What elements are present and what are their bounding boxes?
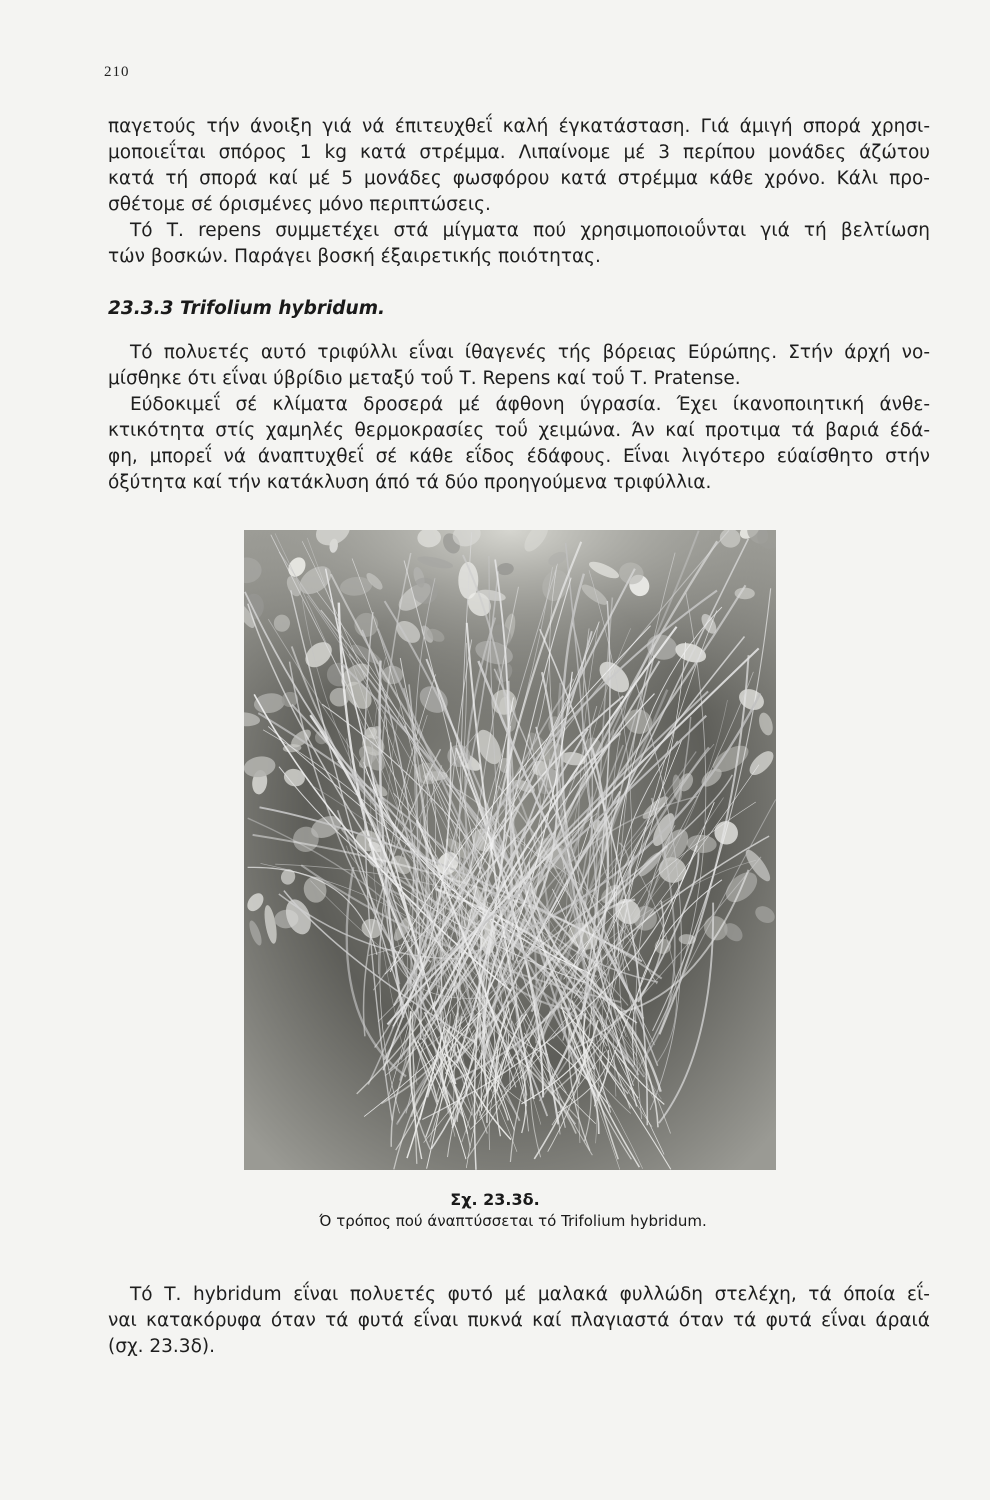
paragraph-line: τών βοσκών. Παράγει βοσκή έξαιρετικής ποιότητας. [108,246,601,267]
plant-illustration [244,530,776,1170]
page-number: 210 [104,64,130,80]
figure-caption: Ό τρόπος πού άναπτύσσεται τό Trifolium hybridum. [319,1212,707,1230]
paragraph-line: κτικότητα στίς χαμηλές θερμοκρασίες τοΰ χειμώνα. Άν καί προτιμα τά βαριά έδά- [108,420,930,441]
paragraph-line: κατά τή σπορά καί μέ 5 μονάδες φωσφόρου κατά στρέμμα κάθε χρόνο. Κάλι προ- [108,168,930,189]
paragraph-line: όξύτητα καί τήν κατάκλυση άπό τά δύο προηγούμενα τριφύλλια. [108,472,712,493]
section-heading: 23.3.3 Trifolium hybridum. [108,298,386,319]
figure-label: Σχ. 23.3δ. [450,1190,540,1209]
plant-photograph [244,530,776,1170]
paragraph-line: Τό Τ. repens συμμετέχει στά μίγματα πού χρησιμοποιοΰνται γιά τή βελτίωση [130,220,930,241]
paragraph-line: (σχ. 23.3δ). [108,1336,215,1357]
paragraph-line: μίσθηκε ότι εΐναι ύβρίδιο μεταξύ τοΰ Τ. Repens καί τοΰ Τ. Pratense. [108,368,741,389]
paragraph-line: παγετούς τήν άνοιξη γιά νά έπιτευχθεΐ καλή έγκατάσταση. Γιά άμιγή σπορά χρησι- [108,116,930,137]
paragraph-line: Εύδοκιμεΐ σέ κλίματα δροσερά μέ άφθονη ύγρασία. Έχει ίκανοποιητική άνθε- [130,394,930,415]
paragraph-line: Τό πολυετές αυτό τριφύλλι εΐναι ίθαγενές τής βόρειας Εύρώπης. Στήν άρχή νο- [130,342,930,363]
paragraph-line: Τό Τ. hybridum εΐναι πολυετές φυτό μέ μαλακά φυλλώδη στελέχη, τά όποία εΐ- [130,1284,930,1305]
paragraph-2 [108,340,930,496]
paragraph-line: ναι κατακόρυφα όταν τά φυτά εΐναι πυκνά καί πλαγιαστά όταν τά φυτά εΐναι άραιά [108,1310,930,1331]
paragraph-3 [108,1282,930,1360]
paragraph-line: μοποιεΐται σπόρος 1 kg κατά στρέμμα. Λιπαίνομε μέ 3 περίπου μονάδες άζώτου [108,142,930,163]
paragraph-1 [108,114,930,270]
paragraph-line: φη, μπορεΐ νά άναπτυχθεΐ σέ κάθε εΐδος έδάφους. Εΐναι λιγότερο εύαίσθητο στήν [108,446,930,467]
paragraph-line: σθέτομε σέ όρισμένες μόνο περιπτώσεις. [108,194,491,215]
